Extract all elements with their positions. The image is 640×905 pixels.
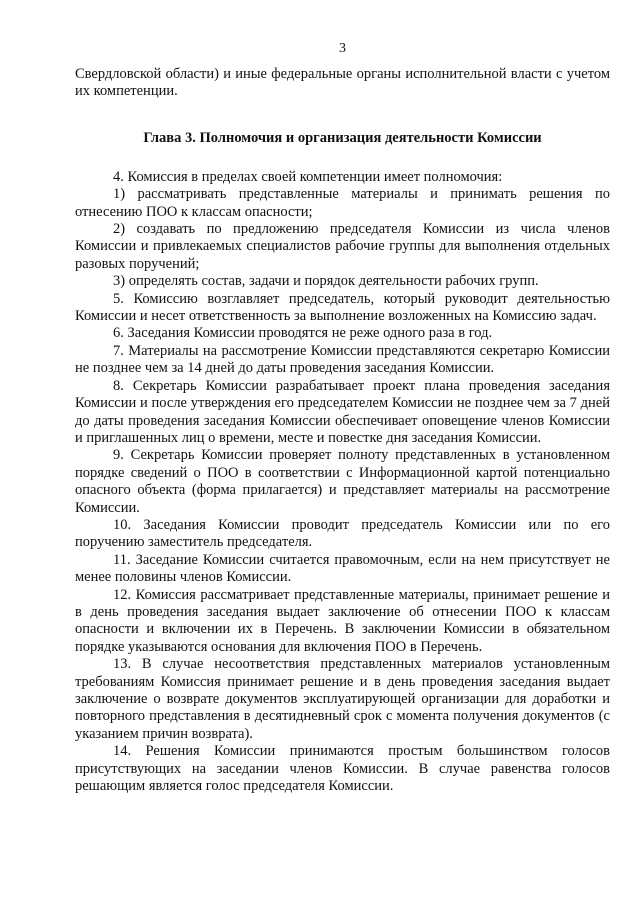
paragraph: 8. Секретарь Комиссии разрабатывает проект плана проведения заседания Комиссии и после утверждения его председателем Комиссии не позднее чем за 7 дней до даты проведения заседания Комиссии обеспечивает оповещение членов Комиссии и приглашенных лиц о времени, месте и повестке дня заседания Комиссии. (75, 377, 610, 446)
paragraph-continuation: Свердловской области) и иные федеральные органы исполнительной власти с учетом их компетенции. (75, 66, 610, 100)
paragraph: 3) определять состав, задачи и порядок деятельности рабочих групп. (113, 273, 539, 290)
chapter-title: Глава 3. Полномочия и организация деятельности Комиссии (143, 129, 542, 146)
paragraph: 9. Секретарь Комиссии проверяет полноту представленных в установленном порядке сведений о ПОО в соответствии с Информационной картой потенциально опасного объекта (форма прилагается) и представляет материалы на рассмотрение Комиссии. (75, 447, 610, 516)
paragraph: 10. Заседания Комиссии проводит председатель Комиссии или по его поручению заместитель председателя. (75, 516, 610, 551)
paragraph: 4. Комиссия в пределах своей компетенции имеет полномочия: (113, 168, 503, 185)
paragraph: 1) рассматривать представленные материалы и принимать решения по отнесению ПОО к классам опасности; (75, 186, 610, 220)
paragraph: 14. Решения Комиссии принимаются простым большинством голосов присутствующих на заседании членов Комиссии. В случае равенства голосов решающим является голос председателя Комиссии. (75, 743, 610, 795)
paragraph: 6. Заседания Комиссии проводятся не реже одного раза в год. (113, 325, 493, 342)
paragraph: 13. В случае несоответствия представленных материалов установленным требованиям Комиссия принимает решение и в день проведения заседания выдает заключение о возврате документов эксплуатирующей организации для доработки и повторного представления в десятидневный срок с момента получения документов (с указанием причин возврата). (75, 656, 610, 742)
page-number: 3 (339, 41, 346, 56)
paragraph: 5. Комиссию возглавляет председатель, который руководит деятельностью Комиссии и несет ответственность за выполнение возложенных на Комиссию задач. (75, 290, 610, 325)
paragraph: 7. Материалы на рассмотрение Комиссии представляются секретарю Комиссии не позднее чем за 14 дней до даты проведения заседания Комиссии. (75, 342, 610, 377)
paragraph: 11. Заседание Комиссии считается правомочным, если на нем присутствует не менее половины членов Комиссии. (75, 551, 610, 586)
paragraph: 12. Комиссия рассматривает представленные материалы, принимает решение и в день проведения заседания выдает заключение об отнесении ПОО к классам опасности и включении их в Перечень. В заключении Комиссии в обязательном порядке указываются основания для включения ПОО в Перечень. (75, 586, 610, 655)
paragraph: 2) создавать по предложению председателя Комиссии из числа членов Комиссии и привлекаемых специалистов рабочие группы для выполнения отдельных разовых поручений; (75, 221, 610, 272)
body-text (75, 169, 610, 796)
